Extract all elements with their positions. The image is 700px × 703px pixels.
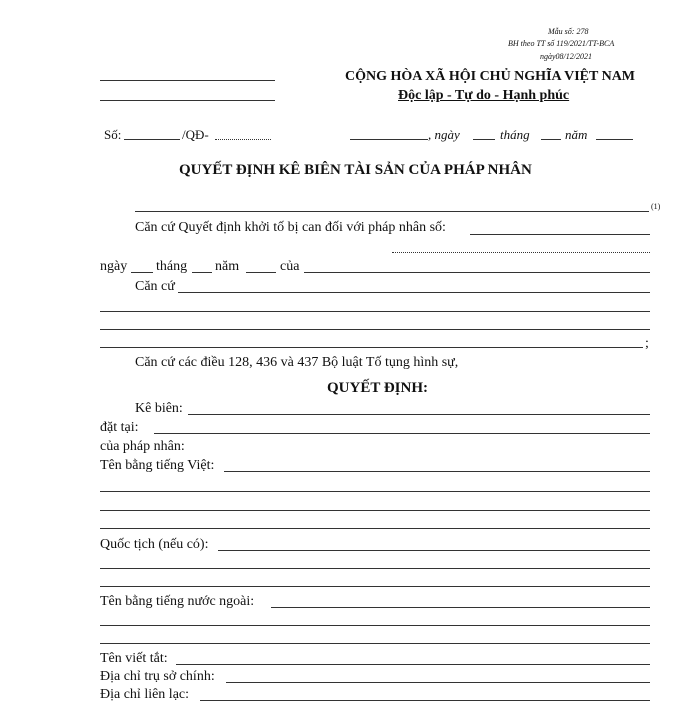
ke-bien-label: Kê biên: (135, 401, 183, 416)
form-code-line2: BH theo TT số 119/2021/TT-BCA (508, 39, 615, 48)
place-field[interactable] (350, 139, 428, 140)
qd-label: /QĐ- (182, 127, 209, 142)
ten-viet-field-2[interactable] (100, 491, 650, 492)
dia-chi-lien-lac-label: Địa chỉ liên lạc: (100, 687, 190, 702)
dia-chi-tru-so-field[interactable] (226, 682, 650, 683)
quoc-tich-label: Quốc tịch (nếu có): (100, 537, 209, 552)
date-day-field[interactable] (473, 139, 495, 140)
authority-line[interactable] (135, 211, 649, 212)
quoc-tich-field-3[interactable] (100, 586, 650, 587)
form-code-line1: Mẫu số: 278 (548, 27, 589, 36)
so-field[interactable] (124, 139, 180, 140)
ten-viet-field-3[interactable] (100, 510, 650, 511)
dia-chi-tru-so-label: Địa chỉ trụ sở chính: (100, 669, 215, 684)
cua-phap-nhan-label: của pháp nhân: (100, 439, 185, 454)
quoc-tich-field-2[interactable] (100, 568, 650, 569)
basis-year-field[interactable] (246, 272, 276, 273)
footnote-marker: (1) (651, 202, 661, 211)
basis-decision-field-2[interactable] (392, 252, 650, 253)
basis-law: Căn cứ các điều 128, 436 và 437 Bộ luật Tố tụng hình sự, (135, 355, 459, 370)
basis-month-field[interactable] (192, 272, 212, 273)
ke-bien-field[interactable] (188, 414, 650, 415)
date-thang-label: tháng (500, 127, 530, 142)
basis-decision-label: Căn cứ Quyết định khởi tố bị can đối với pháp nhân số: (135, 220, 446, 235)
basis-ngay: ngày (100, 259, 128, 274)
qd-field[interactable] (215, 139, 271, 140)
basis-issuer-field[interactable] (304, 272, 650, 273)
date-nam-label: năm (565, 127, 588, 142)
ten-nuoc-ngoai-label: Tên bằng tiếng nước ngoài: (100, 594, 255, 609)
agency-line-2[interactable] (100, 100, 275, 101)
ten-nuoc-ngoai-field-1[interactable] (271, 607, 650, 608)
dat-tai-field[interactable] (154, 433, 650, 434)
ten-viet-field-4[interactable] (100, 528, 650, 529)
date-month-field[interactable] (541, 139, 561, 140)
decision-heading: QUYẾT ĐỊNH: (327, 380, 428, 396)
basis-day-field[interactable] (131, 272, 153, 273)
basis-other-field-2[interactable] (100, 311, 650, 312)
ten-nuoc-ngoai-field-2[interactable] (100, 625, 650, 626)
basis-other-field-1[interactable] (178, 292, 650, 293)
basis-nam: năm (215, 259, 240, 274)
basis-decision-field[interactable] (470, 234, 650, 235)
date-ngay-label: , ngày (428, 127, 460, 142)
basis-other-field-4[interactable] (100, 347, 643, 348)
ten-viet-tat-label: Tên viết tắt: (100, 651, 168, 666)
country-name: CỘNG HÒA XÃ HỘI CHỦ NGHĨA VIỆT NAM (345, 69, 636, 84)
dia-chi-lien-lac-field[interactable] (200, 700, 650, 701)
form-code-line3: ngày08/12/2021 (540, 52, 592, 61)
so-label: Số: (104, 127, 122, 142)
ten-viet-label: Tên bằng tiếng Việt: (100, 458, 215, 473)
ten-viet-tat-field[interactable] (176, 664, 650, 665)
agency-line-1[interactable] (100, 80, 275, 81)
basis-other-field-3[interactable] (100, 329, 650, 330)
dat-tai-label: đặt tại: (100, 420, 139, 435)
motto: Độc lập - Tự do - Hạnh phúc (398, 88, 570, 103)
quoc-tich-field-1[interactable] (218, 550, 650, 551)
basis-semicolon: ; (645, 336, 649, 351)
document-title: QUYẾT ĐỊNH KÊ BIÊN TÀI SẢN CỦA PHÁP NHÂN (179, 162, 532, 178)
date-year-field[interactable] (596, 139, 633, 140)
basis-thang: tháng (156, 259, 188, 274)
ten-nuoc-ngoai-field-3[interactable] (100, 643, 650, 644)
basis-can-cu: Căn cứ (135, 279, 175, 294)
basis-cua: của (280, 259, 300, 274)
ten-viet-field-1[interactable] (224, 471, 650, 472)
